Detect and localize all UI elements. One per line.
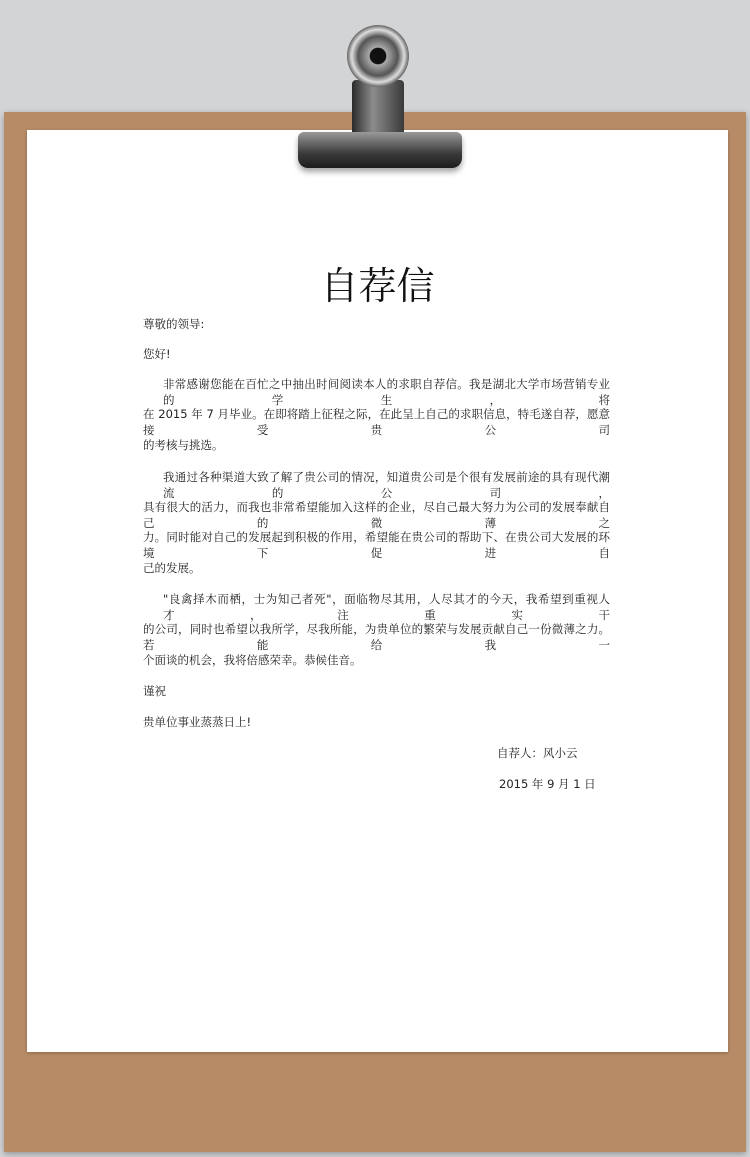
binder-clip [298,132,462,168]
letter-title: 自荐信 [320,264,435,308]
signature: 自荐人：风小云 [497,746,578,760]
paragraph-2-line: 我通过各种渠道大致了解了贵公司的情况，知道贵公司是个很有发展前途的具有现代潮流的公司， [163,470,610,500]
salutation: 尊敬的领导: [143,317,205,331]
paragraph-3-line: "良禽择木而栖，士为知己者死"，面临物尽其用，人尽其才的今天，我希望到重视人才，注重实干 [163,592,610,622]
date: 2015 年 9 月 1 日 [499,777,596,791]
paragraph-3-line: 的公司，同时也希望以我所学，尽我所能，为贵单位的繁荣与发展贡献自己一份微薄之力。若能给我一 [143,622,610,652]
paragraph-2-line: 己的发展。 [143,561,201,575]
binder-clip-ring [347,25,409,87]
closing-wish: 谨祝 [143,684,166,698]
paragraph-2-line: 力。同时能对自己的发展起到积极的作用，希望能在贵公司的帮助下、在贵公司大发展的环境下促进自 [143,530,610,560]
closing-blessing: 贵单位事业蒸蒸日上! [143,715,252,729]
paragraph-2-line: 具有很大的活力，而我也非常希望能加入这样的企业，尽自己最大努力为公司的发展奉献自己的微薄之 [143,500,610,530]
paragraph-3-line: 个面谈的机会，我将倍感荣幸。恭候佳音。 [143,653,362,667]
paragraph-1-line: 的考核与挑选。 [143,438,224,452]
paragraph-1-line: 非常感谢您能在百忙之中抽出时间阅读本人的求职自荐信。我是湖北大学市场营销专业的学生，将 [163,377,610,407]
letter-page [27,130,728,1052]
paragraph-1-line: 在 2015 年 7 月毕业。在即将踏上征程之际，在此呈上自己的求职信息，特毛遂自荐，愿意接受贵公司 [143,407,610,437]
greeting: 您好! [143,347,171,361]
